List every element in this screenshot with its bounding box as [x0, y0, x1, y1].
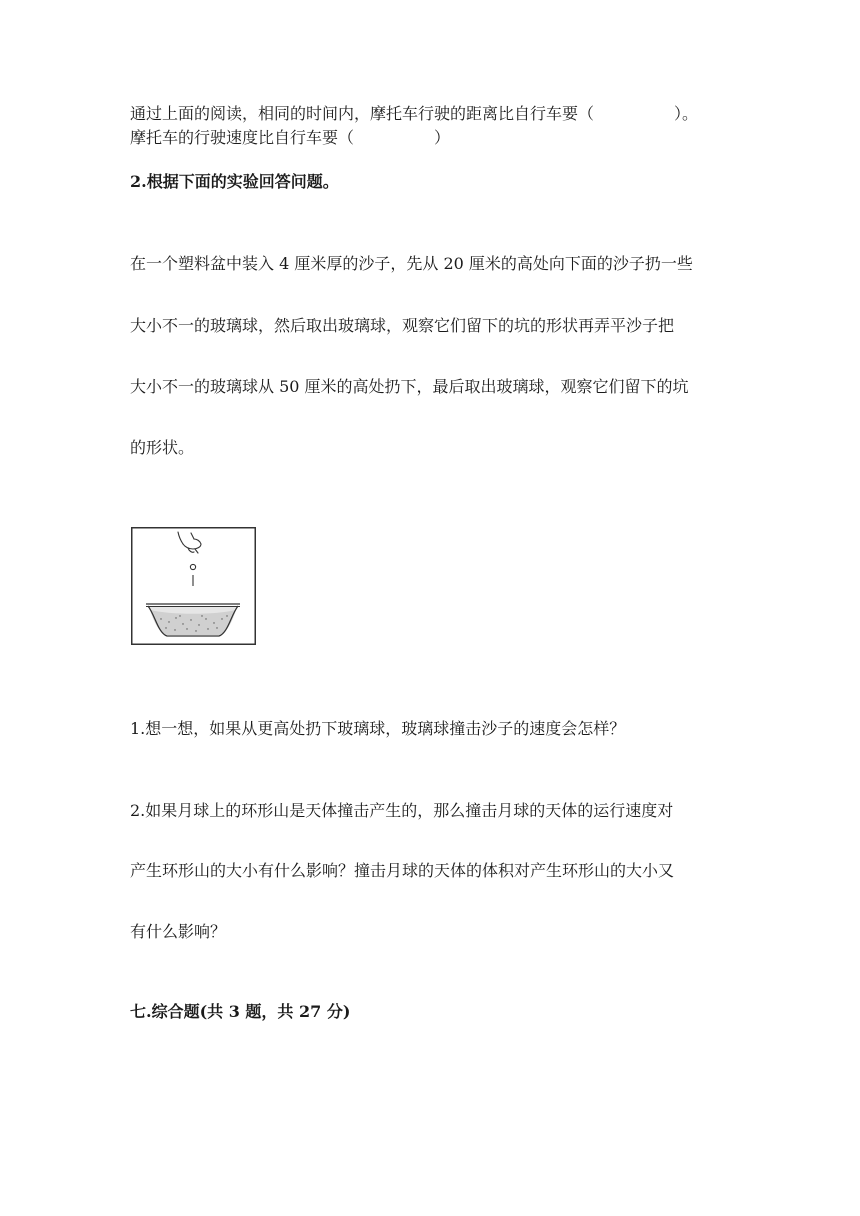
line-1-text: 通过上面的阅读，相同的时间内，摩托车行驶的距离比自行车要（	[130, 104, 595, 123]
line-2-text: 摩托车的行驶速度比自行车要（	[130, 128, 355, 147]
paragraph-line-3: 大小不一的玻璃球从 50 厘米的高处扔下，最后取出玻璃球，观察它们留下的坑	[130, 377, 689, 396]
section-7-title: 七.综合题(共 3 题，共 27 分)	[130, 1002, 351, 1021]
sub-question-2-line-1: 2.如果月球上的环形山是天体撞击产生的，那么撞击月球的天体的运行速度对	[130, 801, 674, 820]
question-2-title: 2.根据下面的实验回答问题。	[130, 172, 339, 191]
text-line-1	[130, 104, 698, 124]
line-1-end: ）。	[674, 104, 699, 123]
paragraph-line-2: 大小不一的玻璃球，然后取出玻璃球，观察它们留下的坑的形状再弄平沙子把	[130, 316, 675, 335]
paragraph-line-1: 在一个塑料盆中装入 4 厘米厚的沙子，先从 20 厘米的高处向下面的沙子扔一些	[130, 254, 693, 273]
sub-question-1: 1.想一想，如果从更高处扔下玻璃球，玻璃球撞击沙子的速度会怎样？	[130, 719, 626, 738]
line-2-end: ）	[434, 128, 451, 147]
sub-question-2-line-3: 有什么影响？	[130, 922, 227, 941]
experiment-illustration	[131, 527, 256, 645]
text-line-2	[130, 128, 450, 148]
paragraph-line-4: 的形状。	[130, 438, 195, 457]
sub-question-2-line-2: 产生环形山的大小有什么影响？撞击月球的天体的体积对产生环形山的大小又	[130, 861, 675, 880]
